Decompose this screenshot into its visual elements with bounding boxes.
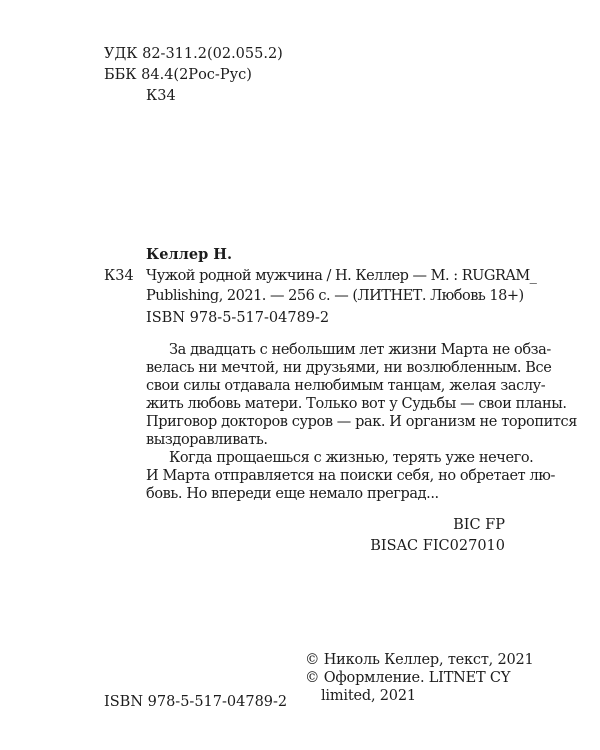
- abstract-line: свои силы отдавала нелюбимым танцам, желая заслу-: [146, 378, 546, 394]
- bisac-code: BISAC FIC027010: [370, 538, 505, 554]
- abstract-line: велась ни мечтой, ни друзьями, ни возлюбленным. Все: [146, 360, 552, 376]
- citation-author: Келлер Н.: [146, 246, 233, 263]
- bic-code: BIC FP: [453, 517, 505, 533]
- abstract-line: выздоравливать.: [146, 432, 268, 448]
- copyright-holder: limited, 2021: [321, 688, 416, 704]
- abstract-line: За двадцать с небольшим лет жизни Марта не обза-: [169, 342, 551, 358]
- citation-line-2: Publishing, 2021. — 256 с. — (ЛИТНЕТ. Любовь 18+): [146, 288, 524, 304]
- udk-code: УДК 82-311.2(02.055.2): [104, 46, 283, 62]
- abstract: [146, 341, 577, 503]
- citation-mark: К34: [104, 268, 134, 284]
- bbk-code: ББК 84.4(2Рос-Рус): [104, 67, 252, 83]
- copyright-text: © Николь Келлер, текст, 2021: [305, 652, 534, 668]
- footer-isbn: ISBN 978-5-517-04789-2: [104, 694, 288, 710]
- abstract-line: бовь. Но впереди еще немало преград...: [146, 486, 439, 502]
- abstract-line: Приговор докторов суров — рак. И организм не торопится: [146, 414, 577, 430]
- abstract-line: жить любовь матери. Только вот у Судьбы — свои планы.: [146, 396, 567, 412]
- author-mark-header: К34: [146, 88, 176, 104]
- abstract-line: Когда прощаешься с жизнью, терять уже нечего.: [169, 450, 534, 466]
- citation-line-1: Чужой родной мужчина / Н. Келлер — М. : RUGRAM_: [146, 268, 537, 284]
- copyright-design: © Оформление. LITNET CY: [305, 670, 511, 686]
- abstract-line: И Марта отправляется на поиски себя, но обретает лю-: [146, 468, 556, 484]
- citation-isbn: ISBN 978-5-517-04789-2: [146, 310, 330, 326]
- copyright-block: [305, 651, 534, 705]
